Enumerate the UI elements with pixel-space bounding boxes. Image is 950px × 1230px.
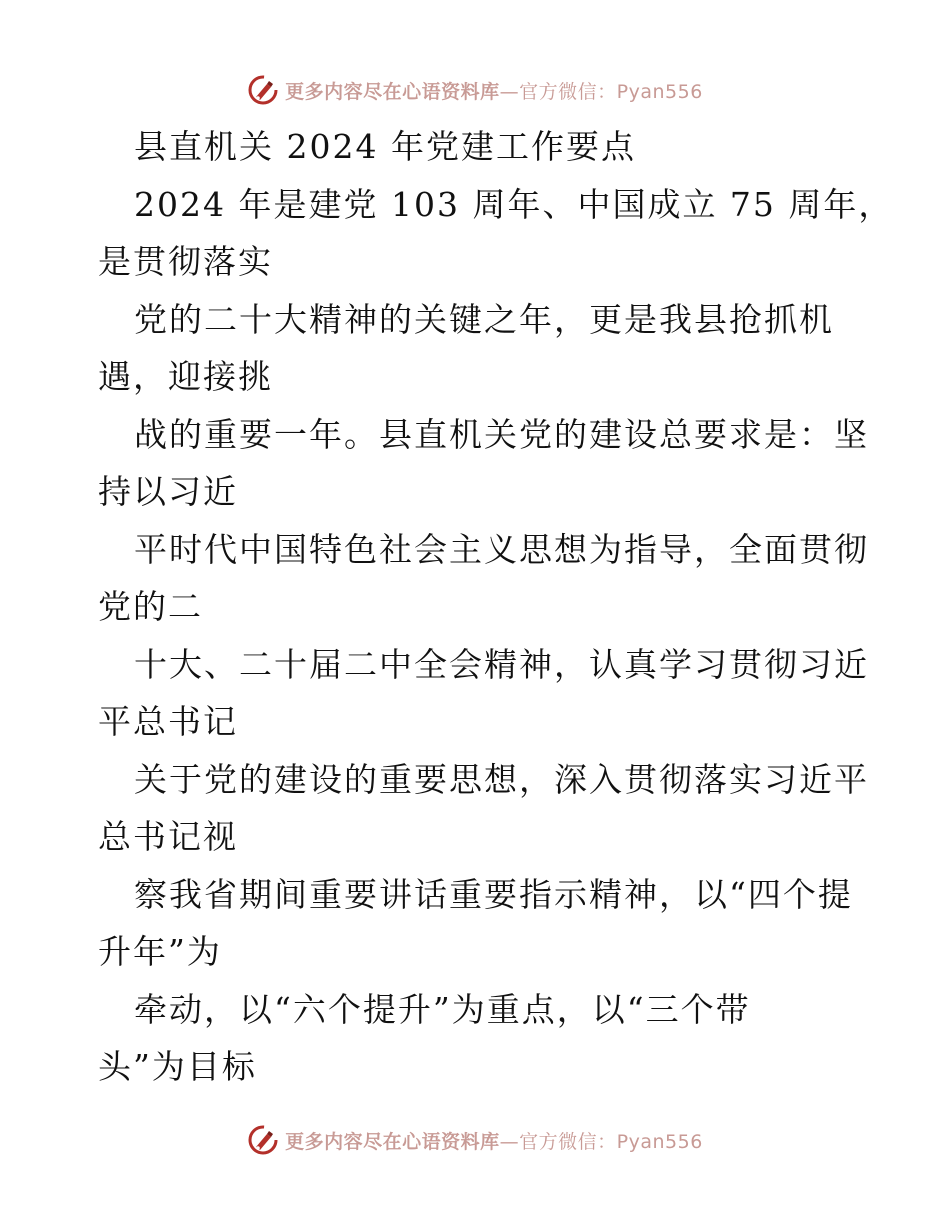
paragraph-line: 党的二十大精神的关键之年，更是我县抢抓机: [134, 299, 834, 339]
watermark-inner: [247, 74, 703, 106]
document-body: [98, 118, 894, 1096]
watermark-text: [285, 1127, 703, 1154]
document-title: 县直机关 2024 年党建工作要点: [134, 127, 636, 166]
watermark-text: [285, 77, 703, 104]
watermark-suffix: 官方微信：Pyan556: [519, 80, 703, 103]
paragraph-line: 党的二: [98, 587, 203, 626]
watermark-suffix: 官方微信：Pyan556: [519, 1130, 703, 1153]
watermark-main-text: 更多内容尽在心语资料库: [285, 1130, 500, 1153]
paragraph-line: 十大、二十届二中全会精神，认真学习贯彻习近: [134, 644, 869, 684]
paragraph-line: 头”为目标: [98, 1047, 257, 1086]
paragraph-line: 平时代中国特色社会主义思想为指导，全面贯彻: [134, 529, 869, 569]
paragraph-line: 是贯彻落实: [98, 242, 273, 281]
paragraph-line: 持以习近: [98, 472, 238, 511]
watermark-inner: [247, 1124, 703, 1156]
paragraph-line: 牵动，以“六个提升”为重点，以“三个带: [134, 989, 751, 1029]
pen-circle-logo-icon: [247, 1124, 279, 1156]
watermark-separator: —: [499, 1130, 520, 1153]
watermark-separator: —: [499, 80, 520, 103]
paragraph-line: 平总书记: [98, 702, 238, 741]
paragraph-line: 察我省期间重要讲话重要指示精神，以“四个提: [134, 874, 853, 914]
paragraph-line: 2024 年是建党 103 周年、中国成立 75 周年，: [134, 184, 894, 224]
footer-watermark: [0, 1120, 950, 1160]
watermark-main-text: 更多内容尽在心语资料库: [285, 80, 500, 103]
paragraph-line: 遇，迎接挑: [98, 357, 273, 396]
paragraph-line: 战的重要一年。县直机关党的建设总要求是：坚: [134, 414, 869, 454]
paragraph-line: 关于党的建设的重要思想，深入贯彻落实习近平: [134, 759, 869, 799]
paragraph-line: 升年”为: [98, 932, 222, 971]
header-watermark: [0, 70, 950, 110]
pen-circle-logo-icon: [247, 74, 279, 106]
paragraph-line: 总书记视: [98, 817, 238, 856]
